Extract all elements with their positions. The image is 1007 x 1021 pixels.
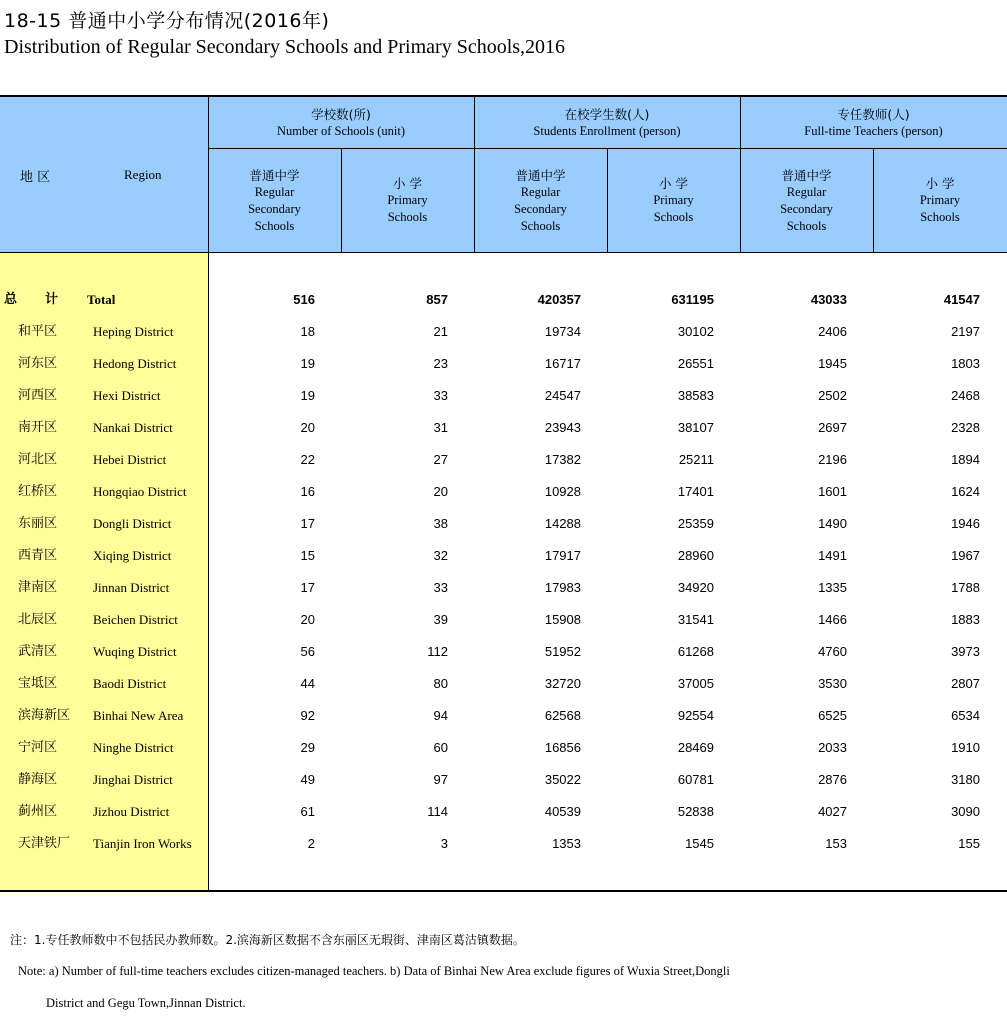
group-header-en: Number of Schools (unit) [276, 123, 406, 138]
table-bottom-rule [0, 890, 1007, 892]
table-row [0, 348, 1007, 380]
region-name-en: Jinghai District [93, 772, 173, 787]
cell-primary-schools: 112 [427, 644, 448, 659]
subheader-en: Secondary [248, 201, 301, 216]
table-row-total [0, 284, 1007, 316]
subheader-en: Secondary [780, 201, 833, 216]
cell-secondary-students: 16856 [544, 740, 581, 755]
cell-secondary-students: 23943 [544, 420, 581, 435]
cell-primary-students: 52838 [677, 804, 714, 819]
cell-primary-schools: 857 [426, 292, 448, 307]
cell-secondary-schools: 16 [300, 484, 315, 499]
group-header-en: Students Enrollment (person) [533, 123, 681, 138]
subheader-cn: 小 学 [925, 176, 955, 191]
cell-primary-schools: 60 [433, 740, 448, 755]
region-name-en: Total [87, 292, 116, 307]
cell-primary-teachers: 3090 [951, 804, 980, 819]
cell-primary-students: 34920 [677, 580, 714, 595]
region-name-cn: 津南区 [18, 580, 58, 595]
subheader-en: Schools [520, 218, 561, 233]
cell-secondary-teachers: 2876 [818, 772, 847, 787]
cell-primary-students: 28469 [677, 740, 714, 755]
region-name-cn: 河东区 [18, 356, 58, 371]
subheader-primary [341, 149, 474, 252]
cell-secondary-teachers: 4027 [818, 804, 847, 819]
cell-secondary-students: 51952 [544, 644, 581, 659]
cell-secondary-teachers: 1491 [818, 548, 847, 563]
cell-primary-students: 38583 [677, 388, 714, 403]
cell-primary-students: 30102 [677, 324, 714, 339]
region-name-en: Baodi District [93, 676, 167, 691]
cell-secondary-teachers: 4760 [818, 644, 847, 659]
cell-primary-teachers: 3973 [951, 644, 980, 659]
cell-secondary-students: 10928 [544, 484, 581, 499]
cell-primary-schools: 39 [433, 612, 448, 627]
cell-secondary-schools: 61 [300, 804, 315, 819]
region-name-en: Tianjin Iron Works [93, 836, 192, 851]
cell-primary-students: 38107 [677, 420, 714, 435]
cell-primary-teachers: 1967 [951, 548, 980, 563]
cell-primary-students: 92554 [677, 708, 714, 723]
cell-secondary-students: 40539 [544, 804, 581, 819]
subheader-en: Regular [520, 184, 561, 199]
region-name-cn: 武清区 [18, 644, 58, 659]
subheader-primary [607, 149, 740, 252]
region-name-en: Dongli District [93, 516, 172, 531]
page-title-en: Distribution of Regular Secondary Schools and Primary Schools,2016 [4, 36, 566, 58]
cell-primary-teachers: 1624 [951, 484, 980, 499]
cell-secondary-students: 32720 [544, 676, 581, 691]
cell-primary-schools: 31 [433, 420, 448, 435]
table-row [0, 732, 1007, 764]
table-row [0, 316, 1007, 348]
region-header-en: Region [124, 167, 162, 182]
group-header-en: Full-time Teachers (person) [804, 123, 943, 138]
page-title-cn: 18-15 普通中小学分布情况(2016年) [4, 10, 330, 32]
region-name-cn: 北辰区 [18, 612, 58, 627]
region-name-en: Heping District [93, 324, 174, 339]
subheader-cn: 小 学 [659, 176, 688, 191]
region-name-en: Jinnan District [93, 580, 170, 595]
footnote-cn: 注：1.专任教师数中不包括民办教师数。2.滨海新区数据不含东丽区无瑕街、津南区葛沽镇数据。 [10, 933, 525, 947]
table-row [0, 380, 1007, 412]
cell-secondary-students: 17917 [544, 548, 581, 563]
cell-secondary-students: 1353 [552, 836, 581, 851]
cell-primary-schools: 20 [433, 484, 448, 499]
group-header-teachers [740, 97, 1007, 148]
subheader-en: Secondary [514, 201, 567, 216]
region-name-en: Nankai District [93, 420, 173, 435]
cell-primary-teachers: 1894 [951, 452, 980, 467]
region-name-en: Hexi District [93, 388, 161, 403]
subheader-cn: 普通中学 [249, 167, 300, 183]
cell-primary-students: 60781 [677, 772, 714, 787]
cell-primary-schools: 3 [440, 836, 448, 851]
cell-primary-teachers: 3180 [951, 772, 980, 787]
cell-primary-schools: 33 [433, 388, 448, 403]
table-row [0, 828, 1007, 860]
region-name-en: Beichen District [93, 612, 178, 627]
cell-secondary-teachers: 6525 [818, 708, 847, 723]
group-header-students [474, 97, 740, 148]
cell-primary-teachers: 2197 [951, 324, 980, 339]
subheader-en: Regular [786, 184, 827, 199]
footnote-en: Note: a) Number of full-time teachers excludes citizen-managed teachers. b) Data of Binhai New Area exclude figures of Wuxia Street,Dongli [18, 964, 730, 978]
table-row [0, 764, 1007, 796]
cell-secondary-schools: 19 [300, 356, 315, 371]
cell-secondary-teachers: 2406 [818, 324, 847, 339]
region-name-cn: 宁河区 [18, 740, 58, 755]
cell-secondary-schools: 17 [300, 580, 315, 595]
subheader-en: Schools [786, 218, 827, 233]
cell-secondary-schools: 22 [300, 452, 315, 467]
cell-secondary-schools: 20 [300, 420, 315, 435]
cell-secondary-schools: 516 [293, 292, 315, 307]
cell-primary-schools: 32 [433, 548, 448, 563]
cell-secondary-students: 17983 [544, 580, 581, 595]
cell-primary-students: 31541 [677, 612, 714, 627]
region-name-cn: 蓟州区 [18, 804, 58, 819]
cell-secondary-teachers: 1490 [818, 516, 847, 531]
table-row [0, 412, 1007, 444]
table-row [0, 700, 1007, 732]
subheader-en: Primary [387, 193, 428, 207]
cell-primary-schools: 97 [433, 772, 448, 787]
subheader-secondary [474, 149, 607, 252]
cell-primary-schools: 23 [433, 356, 448, 371]
cell-primary-teachers: 1946 [951, 516, 980, 531]
table-row [0, 476, 1007, 508]
subheader-secondary [208, 149, 341, 252]
cell-secondary-schools: 29 [300, 740, 315, 755]
table-row [0, 636, 1007, 668]
cell-secondary-students: 420357 [537, 292, 581, 307]
subheader-en: Primary [919, 193, 961, 207]
subheader-en: Regular [254, 184, 295, 199]
table-row [0, 604, 1007, 636]
table-row [0, 796, 1007, 828]
table-row [0, 444, 1007, 476]
cell-secondary-schools: 92 [300, 708, 315, 723]
cell-secondary-teachers: 43033 [810, 292, 847, 307]
region-name-cn: 静海区 [18, 772, 58, 787]
group-header-cn: 在校学生数(人) [564, 106, 650, 122]
region-header-cn: 地 区 [20, 170, 51, 185]
cell-primary-students: 25211 [678, 452, 714, 467]
region-name-en: Jizhou District [93, 804, 170, 819]
table-row [0, 572, 1007, 604]
subheader-cn: 普通中学 [515, 167, 566, 183]
region-name-cn: 东丽区 [18, 516, 58, 531]
cell-secondary-teachers: 1466 [818, 612, 847, 627]
cell-primary-students: 26551 [677, 356, 714, 371]
subheader-en: Primary [653, 193, 694, 207]
footnote-en-continued: District and Gegu Town,Jinnan District. [46, 996, 246, 1010]
cell-secondary-teachers: 2697 [818, 420, 847, 435]
cell-primary-students: 25359 [677, 516, 714, 531]
cell-primary-schools: 80 [433, 676, 448, 691]
region-name-cn: 滨海新区 [18, 708, 71, 723]
cell-primary-schools: 33 [433, 580, 448, 595]
region-name-cn: 总计 [4, 292, 87, 307]
cell-secondary-teachers: 2502 [818, 388, 847, 403]
region-name-cn: 红桥区 [18, 484, 58, 499]
cell-secondary-students: 62568 [544, 708, 581, 723]
cell-primary-students: 1545 [685, 836, 714, 851]
cell-primary-students: 17401 [677, 484, 714, 499]
cell-secondary-students: 19734 [544, 324, 581, 339]
subheader-secondary [740, 149, 873, 252]
region-name-en: Wuqing District [93, 644, 177, 659]
cell-primary-students: 28960 [677, 548, 714, 563]
region-name-en: Hebei District [93, 452, 167, 467]
cell-secondary-teachers: 2196 [818, 452, 847, 467]
subheader-en: Schools [254, 218, 295, 233]
cell-secondary-teachers: 153 [825, 836, 847, 851]
group-header-schools [208, 97, 474, 148]
region-name-cn: 和平区 [18, 324, 58, 339]
cell-primary-students: 631195 [671, 292, 714, 307]
cell-primary-schools: 94 [433, 708, 448, 723]
subheader-cn: 普通中学 [781, 167, 832, 183]
cell-secondary-schools: 17 [300, 516, 315, 531]
cell-secondary-students: 24547 [544, 388, 581, 403]
region-name-cn: 宝坻区 [18, 676, 58, 691]
cell-primary-teachers: 41547 [943, 292, 980, 307]
region-name-cn: 南开区 [18, 420, 58, 435]
cell-primary-teachers: 155 [958, 836, 980, 851]
subheader-primary [873, 149, 1007, 252]
table-row [0, 540, 1007, 572]
subheader-en: Schools [653, 210, 694, 224]
cell-primary-teachers: 1803 [951, 356, 980, 371]
cell-secondary-students: 35022 [544, 772, 581, 787]
cell-primary-teachers: 2807 [951, 676, 980, 691]
region-name-cn: 天津铁厂 [18, 836, 71, 851]
cell-secondary-teachers: 1601 [818, 484, 847, 499]
cell-primary-students: 61268 [677, 644, 714, 659]
cell-secondary-students: 15908 [544, 612, 581, 627]
cell-secondary-schools: 18 [300, 324, 315, 339]
region-name-cn: 西青区 [18, 548, 58, 563]
region-name-en: Xiqing District [93, 548, 172, 563]
cell-secondary-schools: 20 [300, 612, 315, 627]
group-header-cn: 学校数(所) [311, 106, 371, 122]
region-name-cn: 河北区 [18, 452, 58, 467]
cell-secondary-schools: 44 [300, 676, 315, 691]
cell-primary-teachers: 6534 [951, 708, 980, 723]
cell-secondary-teachers: 2033 [818, 740, 847, 755]
subheader-cn: 小 学 [393, 176, 422, 191]
region-name-en: Hongqiao District [93, 484, 187, 499]
cell-primary-students: 37005 [677, 676, 714, 691]
subheader-en: Schools [387, 210, 428, 224]
region-name-cn: 河西区 [18, 388, 58, 403]
subheader-en: Schools [920, 210, 960, 224]
cell-primary-teachers: 1910 [951, 740, 980, 755]
cell-primary-schools: 27 [433, 452, 448, 467]
cell-secondary-schools: 56 [300, 644, 315, 659]
cell-secondary-schools: 49 [300, 772, 315, 787]
cell-primary-teachers: 2468 [951, 388, 980, 403]
cell-primary-schools: 114 [427, 804, 448, 819]
cell-primary-schools: 21 [433, 324, 448, 339]
cell-primary-schools: 38 [433, 516, 448, 531]
group-header-cn: 专任教师(人) [837, 106, 910, 122]
cell-secondary-schools: 2 [307, 836, 315, 851]
cell-secondary-students: 17382 [544, 452, 581, 467]
cell-secondary-students: 16717 [544, 356, 581, 371]
cell-secondary-students: 14288 [544, 516, 581, 531]
cell-primary-teachers: 1883 [951, 612, 980, 627]
table-row [0, 668, 1007, 700]
region-name-en: Binhai New Area [93, 708, 184, 723]
cell-secondary-schools: 19 [300, 388, 315, 403]
region-name-en: Ninghe District [93, 740, 174, 755]
cell-secondary-teachers: 1945 [818, 356, 847, 371]
table-row [0, 508, 1007, 540]
cell-secondary-teachers: 3530 [818, 676, 847, 691]
cell-primary-teachers: 2328 [951, 420, 980, 435]
cell-primary-teachers: 1788 [951, 580, 980, 595]
region-name-en: Hedong District [93, 356, 177, 371]
cell-secondary-teachers: 1335 [818, 580, 847, 595]
cell-secondary-schools: 15 [300, 548, 315, 563]
